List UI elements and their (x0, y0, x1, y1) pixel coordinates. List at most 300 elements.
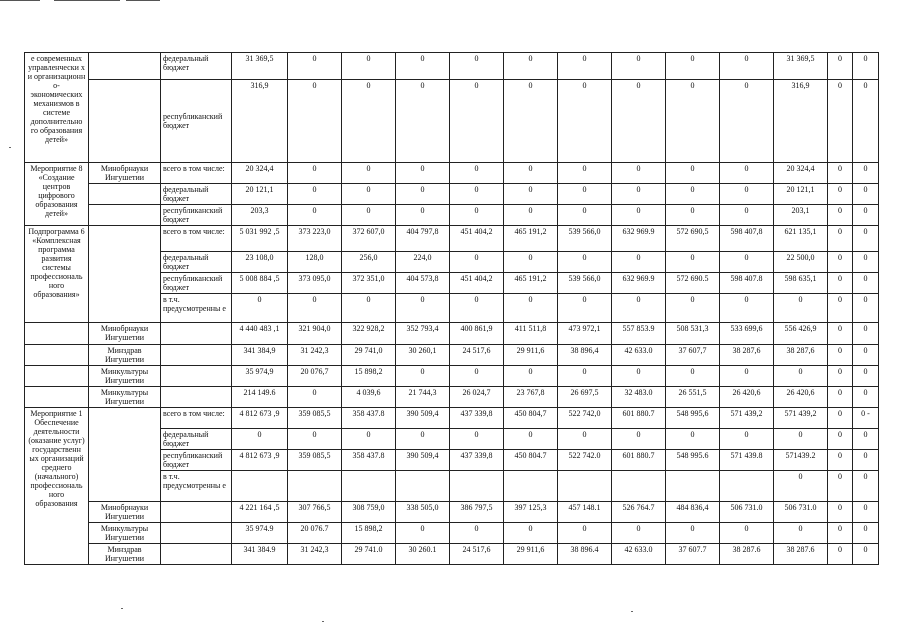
amount-cell: 0 (396, 163, 450, 184)
amount-cell: 31 242,3 (288, 544, 342, 565)
amount-cell: 30 260.1 (396, 544, 450, 565)
table-row (25, 226, 879, 252)
amount-cell: 0 (612, 184, 666, 205)
table-row (25, 345, 879, 366)
amount-cell: 0 (828, 184, 853, 205)
amount-cell (342, 471, 396, 502)
amount-cell: 404 573,8 (396, 273, 450, 294)
amount-cell: 0 (666, 252, 720, 273)
amount-cell: 0 (666, 523, 720, 544)
amount-cell: 35 974,9 (232, 366, 288, 387)
amount-cell: 26 024,7 (450, 387, 504, 408)
amount-cell: 0 (396, 523, 450, 544)
amount-cell: 0 (828, 429, 853, 450)
amount-cell: 437 339,8 (450, 450, 504, 471)
amount-cell: 31 369,5 (232, 53, 288, 80)
amount-cell: 0 (853, 366, 879, 387)
amount-cell: 29 911,6 (504, 345, 558, 366)
funding-source-cell: в т.ч. предусмотренны е (161, 471, 232, 502)
amount-cell: 38 287,6 (720, 345, 774, 366)
amount-cell: 0 (774, 523, 828, 544)
table-row (25, 205, 879, 226)
amount-cell: 128,0 (288, 252, 342, 273)
funding-source-cell: федеральный бюджет (161, 252, 232, 273)
amount-cell: 352 793,4 (396, 323, 450, 345)
amount-cell: 0 (853, 205, 879, 226)
amount-cell: 0 (612, 366, 666, 387)
amount-cell: 0 (853, 523, 879, 544)
amount-cell: 0 (720, 523, 774, 544)
top-edge-line (0, 0, 40, 1)
amount-cell: 42 633.0 (612, 345, 666, 366)
amount-cell: 0 (853, 323, 879, 345)
measure-title-cell (25, 366, 89, 387)
amount-cell: 38 287.6 (720, 544, 774, 565)
executor-cell: Минздрав Ингушетии (89, 345, 161, 366)
amount-cell: 35 974.9 (232, 523, 288, 544)
amount-cell: 0 (853, 345, 879, 366)
amount-cell: 338 505,0 (396, 502, 450, 523)
amount-cell: 0 (720, 252, 774, 273)
measure-title-cell (25, 345, 89, 366)
amount-cell: 4 812 673 ,9 (232, 408, 288, 429)
amount-cell: 15 898,2 (342, 366, 396, 387)
amount-cell: 571 439,2 (720, 408, 774, 429)
amount-cell: 0 (853, 273, 879, 294)
amount-cell: 0 (774, 294, 828, 323)
table-row (25, 80, 879, 163)
amount-cell: 539 566,0 (558, 226, 612, 252)
funding-source-cell: всего в том числе: (161, 226, 232, 252)
amount-cell: 0 (396, 80, 450, 163)
amount-cell: 533 699,6 (720, 323, 774, 345)
amount-cell: 0 (232, 429, 288, 450)
amount-cell: 22 500,0 (774, 252, 828, 273)
amount-cell: 23 767,8 (504, 387, 558, 408)
funding-source-cell: республиканский бюджет (161, 80, 232, 163)
amount-cell: 0 (720, 163, 774, 184)
amount-cell: 21 744,3 (396, 387, 450, 408)
amount-cell: 0 (853, 387, 879, 408)
amount-cell: 506 731.0 (774, 502, 828, 523)
amount-cell: 0 (853, 471, 879, 502)
amount-cell: 0 (828, 323, 853, 345)
amount-cell: 0 (828, 163, 853, 184)
scan-speck (631, 611, 633, 612)
amount-cell: 358 437.8 (342, 450, 396, 471)
amount-cell: 15 898,2 (342, 523, 396, 544)
top-edge-line (54, 0, 120, 1)
amount-cell: 24 517,6 (450, 345, 504, 366)
funding-source-cell (161, 345, 232, 366)
measure-title-cell: Мероприятие 8 «Создание центров цифрового образования детей» (25, 163, 89, 226)
table-body (25, 53, 879, 565)
amount-cell: 0 (853, 544, 879, 565)
amount-cell: 556 426,9 (774, 323, 828, 345)
funding-source-cell: республиканский бюджет (161, 205, 232, 226)
amount-cell: 24 517,6 (450, 544, 504, 565)
executor-cell: Минкультуры Ингушетии (89, 366, 161, 387)
measure-title-cell: е современных управленчески х и организационн о- экономических механизмов в системе дополнительно го образования детей» (25, 53, 89, 163)
amount-cell: 0 (666, 294, 720, 323)
amount-cell: 358 437.8 (342, 408, 396, 429)
amount-cell: 359 085,5 (288, 450, 342, 471)
amount-cell (396, 471, 450, 502)
measure-title-cell (25, 387, 89, 408)
amount-cell (504, 471, 558, 502)
amount-cell: 450 804,7 (504, 408, 558, 429)
amount-cell: 20 121,1 (232, 184, 288, 205)
amount-cell: 548 995,6 (666, 408, 720, 429)
amount-cell: 0 (612, 163, 666, 184)
amount-cell: 0 (396, 366, 450, 387)
amount-cell: 31 242,3 (288, 345, 342, 366)
amount-cell: 539 566,0 (558, 273, 612, 294)
amount-cell (288, 471, 342, 502)
amount-cell: 203,3 (232, 205, 288, 226)
amount-cell: 256,0 (342, 252, 396, 273)
amount-cell: 0 (828, 345, 853, 366)
amount-cell: 0 (450, 205, 504, 226)
amount-cell: 0 (666, 205, 720, 226)
amount-cell: 0 (504, 252, 558, 273)
executor-cell (89, 226, 161, 323)
amount-cell: 0 (612, 80, 666, 163)
amount-cell: 0 (612, 53, 666, 80)
amount-cell: 0 (720, 205, 774, 226)
amount-cell: 0 (828, 205, 853, 226)
amount-cell: 0 (853, 80, 879, 163)
amount-cell: 0 (828, 80, 853, 163)
amount-cell: 4 039,6 (342, 387, 396, 408)
amount-cell: 38 287,6 (774, 345, 828, 366)
amount-cell: 0 (450, 523, 504, 544)
amount-cell: 29 911,6 (504, 544, 558, 565)
amount-cell: 601 880.7 (612, 408, 666, 429)
amount-cell: 397 125,3 (504, 502, 558, 523)
amount-cell: 321 904,0 (288, 323, 342, 345)
executor-cell (89, 80, 161, 163)
amount-cell: 20 324,4 (774, 163, 828, 184)
amount-cell: 316,9 (232, 80, 288, 163)
amount-cell: 0 (288, 294, 342, 323)
executor-cell: Минобрнауки Ингушетии (89, 323, 161, 345)
amount-cell: 0 (558, 53, 612, 80)
amount-cell: 0 (774, 366, 828, 387)
measure-title-cell: Подпрограмма 6 «Комплексная программа развития системы профессиональ ного образования» (25, 226, 89, 323)
amount-cell: 484 836,4 (666, 502, 720, 523)
amount-cell: 0 (828, 387, 853, 408)
funding-source-cell (161, 544, 232, 565)
amount-cell: 0 (666, 53, 720, 80)
funding-source-cell: федеральный бюджет (161, 184, 232, 205)
amount-cell: 557 853.9 (612, 323, 666, 345)
amount-cell: 0 (450, 429, 504, 450)
amount-cell: 38 287.6 (774, 544, 828, 565)
amount-cell: 5 008 884 ,5 (232, 273, 288, 294)
amount-cell: 224,0 (396, 252, 450, 273)
amount-cell: 632 969.9 (612, 273, 666, 294)
amount-cell: 400 861,9 (450, 323, 504, 345)
amount-cell: 0 (720, 53, 774, 80)
amount-cell: 0 (666, 184, 720, 205)
amount-cell: 572 690,5 (666, 226, 720, 252)
amount-cell: 0 (828, 523, 853, 544)
amount-cell: 437 339,8 (450, 408, 504, 429)
funding-source-cell: федеральный бюджет (161, 429, 232, 450)
top-edge-line (126, 0, 160, 1)
amount-cell: 0 (828, 53, 853, 80)
amount-cell: 0 (558, 366, 612, 387)
amount-cell: 0 (853, 184, 879, 205)
amount-cell: 0 (828, 294, 853, 323)
measure-title-cell: Мероприятие 1 Обеспечение деятельности (оказание услуг) государственн ых организаций среднего (начального) профессиональ ного образования (25, 408, 89, 565)
amount-cell: 0 (612, 252, 666, 273)
executor-cell (89, 53, 161, 80)
funding-source-cell (161, 387, 232, 408)
table-row (25, 387, 879, 408)
amount-cell: 0 (504, 163, 558, 184)
amount-cell: 0 (342, 205, 396, 226)
funding-source-cell: республиканский бюджет (161, 450, 232, 471)
amount-cell: 0 (720, 184, 774, 205)
amount-cell: 359 085,5 (288, 408, 342, 429)
amount-cell: 0 (342, 184, 396, 205)
table-row (25, 523, 879, 544)
amount-cell: 372 607,0 (342, 226, 396, 252)
amount-cell: 0 (504, 294, 558, 323)
amount-cell: 522 742.0 (558, 450, 612, 471)
amount-cell: 20 324,4 (232, 163, 288, 184)
amount-cell: 26 420,6 (720, 387, 774, 408)
amount-cell: 0 (342, 294, 396, 323)
amount-cell: 0 (342, 80, 396, 163)
amount-cell: 0 (853, 429, 879, 450)
amount-cell: 450 804.7 (504, 450, 558, 471)
amount-cell: 0 (828, 226, 853, 252)
amount-cell: 0 (612, 205, 666, 226)
executor-cell: Минобрнауки Ингушетии (89, 502, 161, 523)
funding-source-cell (161, 323, 232, 345)
amount-cell: 0 (853, 163, 879, 184)
amount-cell: 571 439.8 (720, 450, 774, 471)
amount-cell: 0 (666, 80, 720, 163)
funding-source-cell: всего в том числе: (161, 163, 232, 184)
amount-cell: 0 (396, 294, 450, 323)
amount-cell: 0 (504, 205, 558, 226)
amount-cell: 598 635,1 (774, 273, 828, 294)
amount-cell: 0 (396, 184, 450, 205)
amount-cell: 598 407,8 (720, 226, 774, 252)
amount-cell: 526 764.7 (612, 502, 666, 523)
amount-cell: 0 (720, 366, 774, 387)
amount-cell: 0 (504, 184, 558, 205)
amount-cell: 0 (612, 429, 666, 450)
amount-cell: 0 (828, 450, 853, 471)
amount-cell: 0 (232, 294, 288, 323)
amount-cell: 307 766,5 (288, 502, 342, 523)
amount-cell: 0 (288, 53, 342, 80)
amount-cell: 473 972,1 (558, 323, 612, 345)
amount-cell: 451 404,2 (450, 226, 504, 252)
amount-cell: 0 (853, 252, 879, 273)
amount-cell: 457 148.1 (558, 502, 612, 523)
amount-cell: 0 (774, 471, 828, 502)
amount-cell: 0 (288, 163, 342, 184)
amount-cell: 0 (288, 205, 342, 226)
amount-cell: 5 031 992 ,5 (232, 226, 288, 252)
amount-cell: 37 607,7 (666, 345, 720, 366)
amount-cell: 0 (720, 429, 774, 450)
amount-cell: 341 384,9 (232, 345, 288, 366)
amount-cell: 465 191,2 (504, 273, 558, 294)
amount-cell: 0 (828, 471, 853, 502)
amount-cell: 4 812 673 ,9 (232, 450, 288, 471)
table-row (25, 163, 879, 184)
amount-cell: 0 (450, 163, 504, 184)
amount-cell: 0 (828, 502, 853, 523)
amount-cell: 632 969.9 (612, 226, 666, 252)
scan-speck (322, 621, 324, 622)
amount-cell: 0 (288, 387, 342, 408)
amount-cell: 0 (504, 80, 558, 163)
amount-cell: 0 (288, 429, 342, 450)
amount-cell: 465 191,2 (504, 226, 558, 252)
amount-cell: 0 (504, 366, 558, 387)
funding-source-cell: республиканский бюджет (161, 273, 232, 294)
amount-cell: 0 (774, 429, 828, 450)
amount-cell: 0 (558, 184, 612, 205)
amount-cell (558, 471, 612, 502)
amount-cell (666, 471, 720, 502)
amount-cell: 4 440 483 ,1 (232, 323, 288, 345)
amount-cell: 0 (853, 502, 879, 523)
amount-cell: 0 (612, 294, 666, 323)
amount-cell: 0 (396, 205, 450, 226)
amount-cell: 0 (504, 429, 558, 450)
amount-cell: 373 095,0 (288, 273, 342, 294)
amount-cell: 0 (450, 294, 504, 323)
amount-cell: 0 (853, 294, 879, 323)
amount-cell: 20 121,1 (774, 184, 828, 205)
amount-cell: 506 731.0 (720, 502, 774, 523)
amount-cell: 0 (396, 429, 450, 450)
amount-cell: 0 (558, 429, 612, 450)
amount-cell: 571439.2 (774, 450, 828, 471)
amount-cell: 598 407.8 (720, 273, 774, 294)
amount-cell: 0 (666, 366, 720, 387)
executor-cell: Минздрав Ингушетии (89, 544, 161, 565)
table-row (25, 408, 879, 429)
executor-cell (89, 184, 161, 205)
funding-source-cell: всего в том числе: (161, 408, 232, 429)
amount-cell: 0 (828, 252, 853, 273)
amount-cell: 0 (450, 184, 504, 205)
amount-cell: 0 (828, 408, 853, 429)
amount-cell: 26 420,6 (774, 387, 828, 408)
amount-cell: 548 995.6 (666, 450, 720, 471)
amount-cell: 601 880.7 (612, 450, 666, 471)
amount-cell: 0 (828, 366, 853, 387)
amount-cell: 0 (853, 450, 879, 471)
table-row (25, 184, 879, 205)
amount-cell: 341 384.9 (232, 544, 288, 565)
amount-cell: 373 223,0 (288, 226, 342, 252)
amount-cell: 621 135,1 (774, 226, 828, 252)
amount-cell: 0 (853, 53, 879, 80)
amount-cell: 390 509,4 (396, 408, 450, 429)
table-row (25, 323, 879, 345)
amount-cell: 0 (558, 294, 612, 323)
amount-cell: 0 (342, 429, 396, 450)
funding-source-cell (161, 366, 232, 387)
amount-cell: 386 797,5 (450, 502, 504, 523)
amount-cell (720, 471, 774, 502)
amount-cell: 0 (720, 80, 774, 163)
amount-cell: 508 531,3 (666, 323, 720, 345)
amount-cell: 0 (558, 205, 612, 226)
executor-cell: Минкультуры Ингушетии (89, 523, 161, 544)
amount-cell: 0 (853, 226, 879, 252)
amount-cell: 0 (450, 80, 504, 163)
amount-cell: 322 928,2 (342, 323, 396, 345)
amount-cell: 0 (828, 544, 853, 565)
amount-cell: 0 (450, 252, 504, 273)
amount-cell: 0 (450, 53, 504, 80)
amount-cell: 23 108,0 (232, 252, 288, 273)
amount-cell: 0 (612, 523, 666, 544)
amount-cell: 37 607.7 (666, 544, 720, 565)
amount-cell: 26 551,5 (666, 387, 720, 408)
amount-cell: 29 741.0 (342, 544, 396, 565)
amount-cell: 31 369,5 (774, 53, 828, 80)
amount-cell: 372 351,0 (342, 273, 396, 294)
executor-cell: Минобрнауки Ингушетии (89, 163, 161, 184)
scan-speck (121, 608, 123, 609)
executor-cell (89, 408, 161, 502)
amount-cell: 32 483.0 (612, 387, 666, 408)
amount-cell: 26 697,5 (558, 387, 612, 408)
scan-speck (9, 147, 11, 148)
amount-cell: 0 (288, 184, 342, 205)
amount-cell: 0 - (853, 408, 879, 429)
amount-cell: 572 690.5 (666, 273, 720, 294)
amount-cell: 0 (342, 53, 396, 80)
amount-cell: 4 221 164 ,5 (232, 502, 288, 523)
amount-cell: 308 759,0 (342, 502, 396, 523)
amount-cell: 30 260,1 (396, 345, 450, 366)
amount-cell: 0 (720, 294, 774, 323)
funding-source-cell (161, 523, 232, 544)
amount-cell: 0 (558, 523, 612, 544)
amount-cell: 0 (450, 366, 504, 387)
amount-cell (232, 471, 288, 502)
amount-cell: 20 076.7 (288, 523, 342, 544)
funding-source-cell (161, 502, 232, 523)
amount-cell: 0 (342, 163, 396, 184)
executor-cell: Минкультуры Ингушетии (89, 387, 161, 408)
table-row (25, 544, 879, 565)
funding-source-cell: в т.ч. предусмотренны е (161, 294, 232, 323)
amount-cell: 0 (558, 252, 612, 273)
amount-cell: 0 (666, 163, 720, 184)
amount-cell: 0 (396, 53, 450, 80)
table-row (25, 502, 879, 523)
amount-cell: 203,1 (774, 205, 828, 226)
amount-cell: 316,9 (774, 80, 828, 163)
amount-cell: 0 (666, 429, 720, 450)
amount-cell: 0 (558, 163, 612, 184)
